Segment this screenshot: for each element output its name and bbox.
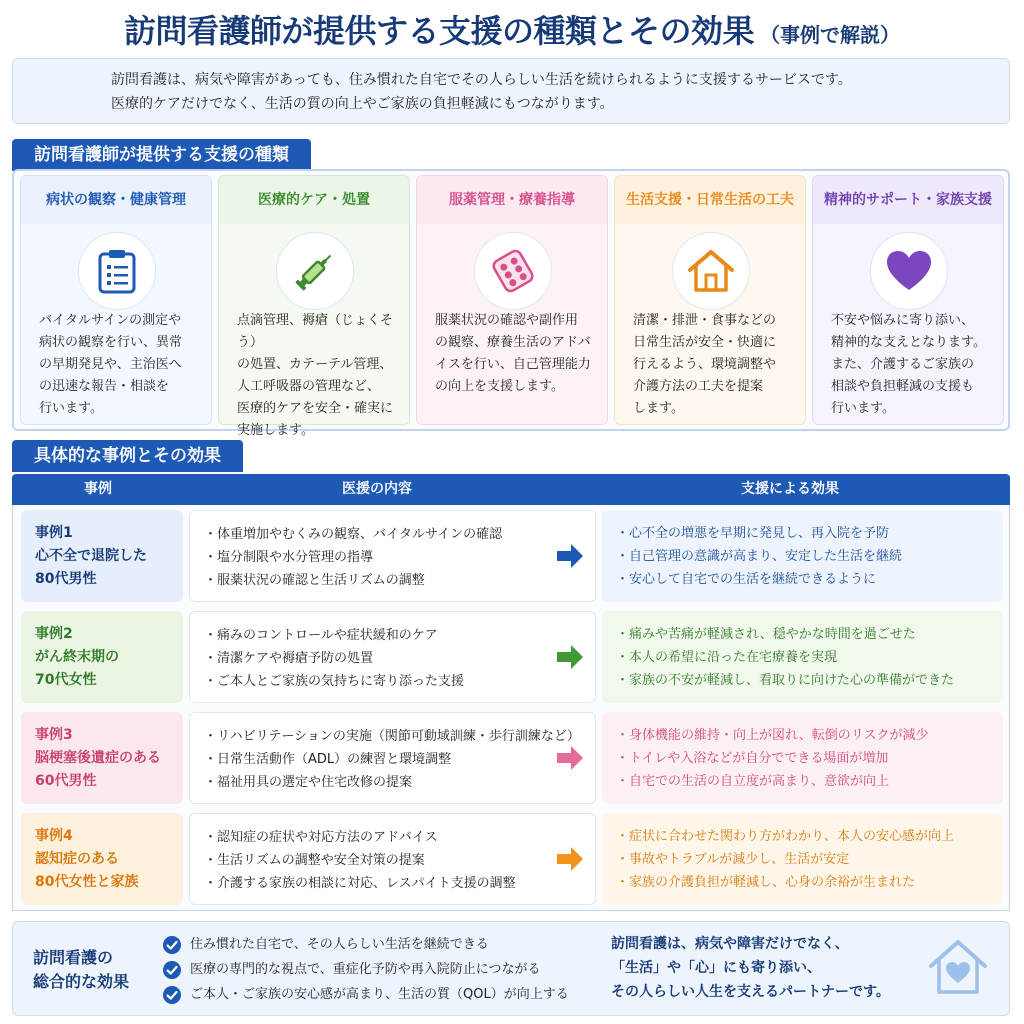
column-header-case: 事例 [84, 481, 112, 497]
case-content: ・体重増加やむくみの観察、バイタルサインの確認 ・塩分制限や水分管理の指導 ・服薬状況の確認と生活リズムの調整 [189, 510, 596, 602]
table-row [21, 712, 1003, 804]
column-header-effect: 支援による効果 [741, 481, 839, 497]
page-title-sub: （事例で解説） [760, 23, 900, 47]
pill-pack-icon [474, 232, 552, 310]
syringe-icon [276, 232, 354, 310]
case-name: 事例3 脳梗塞後遺症のある 60代男性 [21, 712, 183, 804]
column-header-content: 医援の内容 [342, 481, 412, 497]
heart-icon [870, 232, 948, 310]
type-card-title: 医療的ケア・処置 [219, 176, 409, 224]
table-row [21, 510, 1003, 602]
table-row [21, 611, 1003, 703]
overall-effects-list [163, 932, 603, 1007]
type-card-description: 不安や悩みに寄り添い、 精神的な支えとなります。 また、介護するご家族の 相談や負担軽減の支援も 行います。 [831, 313, 986, 416]
case-effect: ・痛みや苦痛が軽減され、穏やかな時間を過ごせた ・本人の希望に沿った在宅療養を実現 ・家族の不安が軽減し、看取りに向けた心の準備ができた [602, 611, 1003, 703]
closing-message: 訪問看護は、病気や障害だけでなく、 「生活」や「心」にも寄り添い、 その人らしい人生を支えるパートナーです。 [611, 936, 890, 1000]
type-card-description: 清潔・排泄・食事などの 日常生活が安全・快適に 行えるよう、環境調整や 介護方法の工夫を提案 します。 [633, 313, 777, 416]
support-types-panel [12, 169, 1010, 438]
list-item: ご本人・ご家族の安心感が高まり、生活の質（QOL）が向上する [163, 982, 603, 1007]
case-name: 事例2 がん終末期の 70代女性 [21, 611, 183, 703]
check-circle-icon [163, 936, 181, 954]
list-item: 医療の専門的な視点で、重症化予防や再入院防止につながる [163, 957, 603, 982]
type-card-medical-care [218, 175, 410, 438]
page-title-main: 訪問看護師が提供する支援の種類とその効果 [123, 12, 754, 50]
case-effect: ・心不全の増悪を早期に発見し、再入院を予防 ・自己管理の意識が高まり、安定した生活を継続 ・安心して自宅での生活を継続できるように [602, 510, 1003, 602]
cases-section-heading: 具体的な事例とその効果 [12, 440, 243, 472]
arrow-right-icon [556, 846, 584, 872]
type-card-daily-life [614, 175, 806, 425]
intro-line: 訪問看護は、病気や障害があっても、住み慣れた自宅でその人らしい生活を続けられるように支援するサービスです。 [111, 72, 852, 88]
type-card-observation [20, 175, 212, 425]
case-content: ・認知症の症状や対応方法のアドバイス ・生活リズムの調整や安全対策の提案 ・介護する家族の相談に対応、レスパイト支援の調整 [189, 813, 596, 905]
check-circle-icon [163, 961, 181, 979]
type-card-title: 生活支援・日常生活の工夫 [615, 176, 805, 224]
case-name: 事例4 認知症のある 80代女性と家族 [21, 813, 183, 905]
case-effect: ・身体機能の維持・向上が図れ、転倒のリスクが減少 ・トイレや入浴などが自分でできる場面が増加 ・自宅での生活の自立度が高まり、意欲が向上 [602, 712, 1003, 804]
case-effect: ・症状に合わせた関わり方がわかり、本人の安心感が向上 ・事故やトラブルが減少し、生活が安定 ・家族の介護負担が軽減し、心身の余裕が生まれた [602, 813, 1003, 905]
type-card-description: 服薬状況の確認や副作用 の観察、療養生活のアドバ イスを行い、自己管理能力 の向上を支援します。 [435, 313, 591, 394]
cases-table [12, 505, 1010, 911]
page-title [0, 6, 1024, 52]
type-card-title: 精神的サポート・家族支援 [813, 176, 1003, 224]
case-content: ・痛みのコントロールや症状緩和のケア ・清潔ケアや褥瘡予防の処置 ・ご本人とご家族の気持ちに寄り添った支援 [189, 611, 596, 703]
intro-line: 医療的ケアだけでなく、生活の質の向上やご家族の負担軽減にもつながります。 [111, 96, 614, 112]
cases-table-header [12, 474, 1010, 505]
arrow-right-icon [556, 745, 584, 771]
type-card-title: 服薬管理・療養指導 [417, 176, 607, 224]
overall-effects-label: 訪問看護の 総合的な効果 [33, 948, 130, 991]
list-item: 住み慣れた自宅で、その人らしい生活を継続できる [163, 932, 603, 957]
house-heart-icon [927, 936, 989, 998]
type-card-mental-support [812, 175, 1004, 425]
type-card-medication [416, 175, 608, 425]
overall-effects-panel [12, 921, 1010, 1016]
intro-box [12, 58, 1010, 124]
type-card-title: 病状の観察・健康管理 [21, 176, 211, 224]
arrow-right-icon [556, 543, 584, 569]
type-card-description: 点滴管理、褥瘡（じょくそう） の処置、カテーテル管理、 人工呼吸器の管理など、 医療的ケアを安全・確実に 実施します。 [237, 313, 394, 438]
table-row [21, 813, 1003, 905]
arrow-right-icon [556, 644, 584, 670]
case-name: 事例1 心不全で退院した 80代男性 [21, 510, 183, 602]
house-icon [672, 232, 750, 310]
type-card-description: バイタルサインの測定や 病状の観察を行い、異常 の早期発見や、主治医へ の迅速な報告・相談を 行います。 [39, 313, 183, 416]
clipboard-icon [78, 232, 156, 310]
case-content: ・リハビリテーションの実施（関節可動域訓練・歩行訓練など） ・日常生活動作（ADL）の練習と環境調整 ・福祉用具の選定や住宅改修の提案 [189, 712, 596, 804]
check-circle-icon [163, 986, 181, 1004]
types-section-heading: 訪問看護師が提供する支援の種類 [12, 139, 311, 171]
